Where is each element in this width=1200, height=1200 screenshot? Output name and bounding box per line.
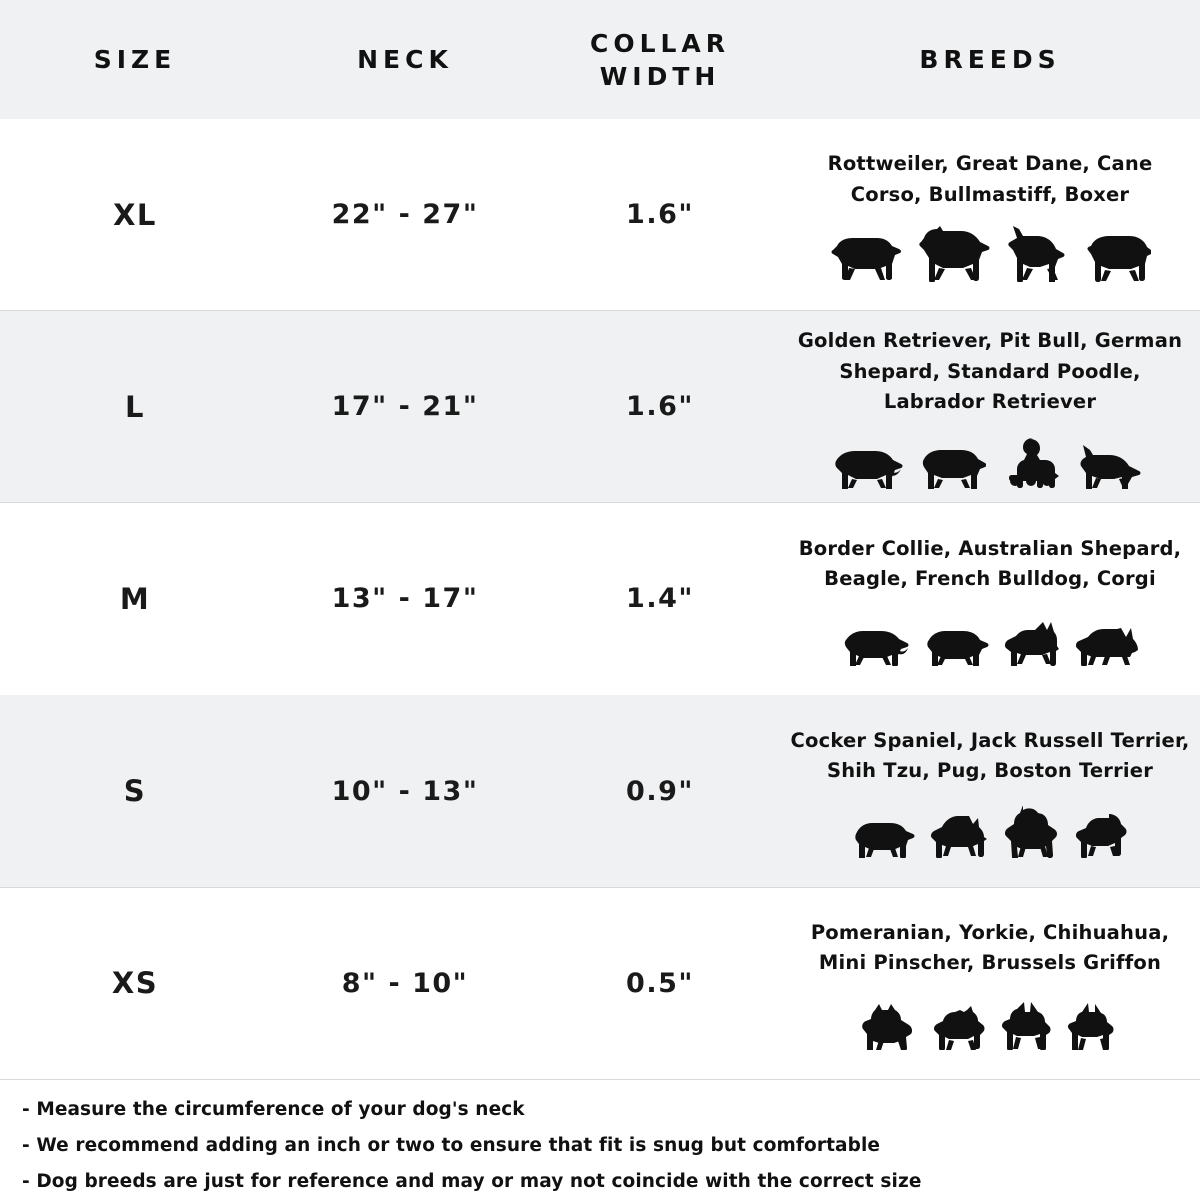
row-size: L	[125, 389, 145, 424]
row-neck: 10" - 13"	[331, 775, 479, 807]
row-size: S	[123, 774, 147, 809]
row-breed-icons	[851, 794, 1129, 858]
great-dane-silhouette-icon	[917, 226, 991, 282]
row-size: XL	[113, 197, 157, 232]
table-header-row	[0, 0, 1200, 119]
row-neck: 13" - 17"	[331, 583, 479, 615]
header-collar-width	[540, 27, 780, 93]
row-breed-icons	[861, 986, 1119, 1050]
row-collar-width: 0.5"	[626, 967, 694, 999]
row-breeds-text: Border Collie, Australian Shepard, Beagle, French Bulldog, Corgi	[798, 536, 1182, 590]
row-breeds	[780, 119, 1200, 310]
note-line: - Measure the circumference of your dog's neck	[22, 1098, 525, 1120]
yorkie-silhouette-icon	[933, 1004, 987, 1050]
pit-bull-silhouette-icon	[918, 441, 986, 489]
chihuahua-silhouette-icon	[1001, 1000, 1053, 1050]
row-breeds	[780, 311, 1200, 502]
german-shepard-silhouette-icon	[1076, 441, 1148, 489]
corgi-silhouette-icon	[1075, 624, 1139, 666]
row-breeds-text: Pomeranian, Yorkie, Chihuahua, Mini Pinscher, Brussels Griffon	[810, 921, 1170, 975]
row-breed-icons	[841, 602, 1139, 666]
pug-silhouette-icon	[1075, 810, 1129, 858]
row-breeds	[780, 888, 1200, 1079]
cocker-spaniel-silhouette-icon	[851, 814, 915, 858]
table-row	[0, 695, 1200, 886]
header-neck: NECK	[357, 45, 453, 74]
mini-pinscher-silhouette-icon	[1067, 1002, 1119, 1050]
header-size: SIZE	[93, 45, 177, 74]
rottweiler-silhouette-icon	[829, 230, 903, 282]
row-breed-icons	[832, 425, 1148, 489]
row-breed-icons	[829, 218, 1151, 282]
row-breeds	[780, 503, 1200, 694]
border-collie-silhouette-icon	[841, 622, 909, 666]
row-breeds-text: Rottweiler, Great Dane, Cane Corso, Bullmastiff, Boxer	[827, 152, 1153, 206]
header-collar-width-line2: WIDTH	[599, 61, 721, 91]
note-line: - Dog breeds are just for reference and may or may not coincide with the correct size	[22, 1170, 922, 1192]
row-neck: 22" - 27"	[331, 199, 479, 231]
table-row	[0, 311, 1200, 502]
pomeranian-silhouette-icon	[861, 1002, 919, 1050]
row-breeds-text: Golden Retriever, Pit Bull, German Shepard, Standard Poodle, Labrador Retriever	[797, 329, 1183, 413]
row-size: M	[119, 581, 151, 616]
beagle-silhouette-icon	[923, 622, 989, 666]
table-row	[0, 119, 1200, 310]
row-breeds	[780, 695, 1200, 886]
note-line: - We recommend adding an inch or two to ensure that fit is snug but comfortable	[22, 1134, 881, 1156]
row-neck: 8" - 10"	[341, 967, 469, 999]
table-row	[0, 503, 1200, 694]
golden-retriever-silhouette-icon	[832, 441, 904, 489]
poodle-silhouette-icon	[1000, 435, 1062, 489]
header-collar-width-line1: COLLAR	[589, 28, 731, 58]
notes-section	[0, 1080, 1200, 1200]
row-collar-width: 1.6"	[626, 199, 694, 231]
cane-corso-silhouette-icon	[1005, 224, 1071, 282]
shih-tzu-silhouette-icon	[1003, 806, 1061, 858]
header-breeds: BREEDS	[919, 45, 1061, 74]
row-neck: 17" - 21"	[331, 391, 479, 423]
jack-russell-terrier-silhouette-icon	[929, 812, 989, 858]
row-collar-width: 1.4"	[626, 583, 694, 615]
row-collar-width: 1.6"	[626, 391, 694, 423]
table-row	[0, 888, 1200, 1079]
row-size: XS	[111, 966, 159, 1001]
bullmastiff-silhouette-icon	[1085, 230, 1151, 282]
row-breeds-text: Cocker Spaniel, Jack Russell Terrier, Shih Tzu, Pug, Boston Terrier	[790, 728, 1190, 783]
french-bulldog-silhouette-icon	[1003, 618, 1061, 666]
row-collar-width: 0.9"	[626, 775, 694, 807]
